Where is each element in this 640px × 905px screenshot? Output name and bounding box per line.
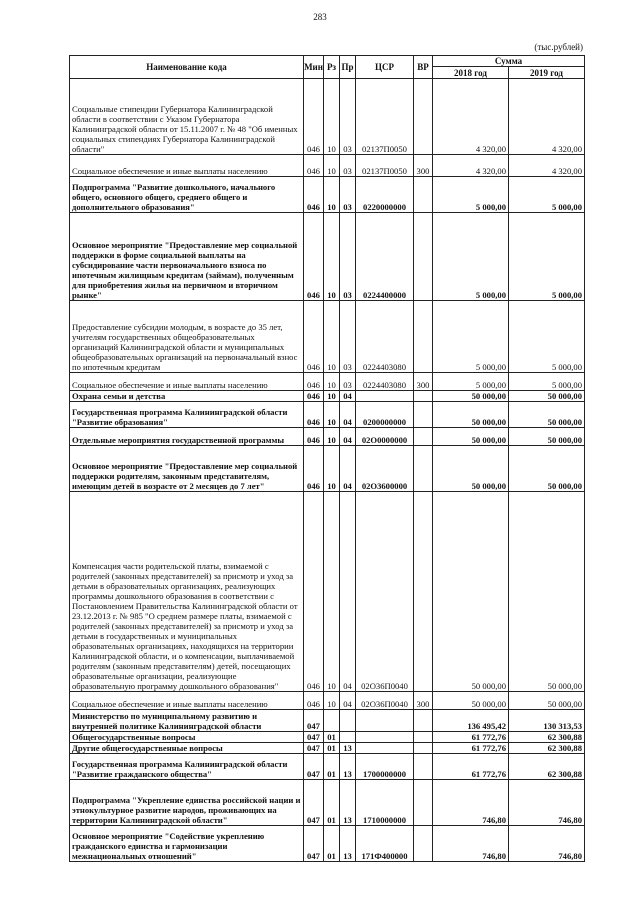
cell-vr xyxy=(414,732,433,743)
cell-2019: 130 313,53 xyxy=(509,710,585,732)
cell-csr: 02О36П0040 xyxy=(356,492,414,692)
cell-csr: 02О3600000 xyxy=(356,446,414,492)
budget-table xyxy=(69,55,585,862)
header-csr: ЦСР xyxy=(356,56,414,79)
cell-vr xyxy=(414,177,433,213)
cell-2018: 136 495,42 xyxy=(433,710,509,732)
header-2019: 2019 год xyxy=(509,67,585,79)
cell-2018: 5 000,00 xyxy=(433,373,509,391)
cell-name: Основное мероприятие "Предоставление мер социальной поддержки в форме социальной выплаты на субсидирование части первоначального взноса по ипотечным жилищным кредитам (займам), полученным для приобретения жилья на первичном и вторичном рынке" xyxy=(70,213,304,301)
cell-min: 047 xyxy=(304,826,324,862)
cell-name: Государственная программа Калининградской области "Развитие гражданского общества" xyxy=(70,754,304,780)
header-min: Мин xyxy=(304,56,324,79)
table-row xyxy=(70,732,585,743)
cell-csr: 02137П0050 xyxy=(356,79,414,155)
cell-min: 047 xyxy=(304,780,324,826)
cell-vr xyxy=(414,428,433,446)
table-row xyxy=(70,446,585,492)
cell-name: Другие общегосударственные вопросы xyxy=(70,743,304,754)
cell-2018: 61 772,76 xyxy=(433,743,509,754)
cell-2019: 62 300,88 xyxy=(509,743,585,754)
table-row xyxy=(70,402,585,428)
cell-csr xyxy=(356,732,414,743)
cell-min: 046 xyxy=(304,446,324,492)
cell-vr xyxy=(414,826,433,862)
cell-csr: 1700000000 xyxy=(356,754,414,780)
cell-2018: 4 320,00 xyxy=(433,79,509,155)
cell-rz xyxy=(324,710,340,732)
cell-min: 047 xyxy=(304,754,324,780)
cell-rz: 10 xyxy=(324,402,340,428)
cell-pr: 04 xyxy=(340,492,356,692)
cell-2019: 5 000,00 xyxy=(509,373,585,391)
cell-pr: 03 xyxy=(340,155,356,177)
cell-pr: 13 xyxy=(340,754,356,780)
cell-2019: 5 000,00 xyxy=(509,301,585,373)
cell-rz: 10 xyxy=(324,79,340,155)
cell-csr: 0224403080 xyxy=(356,301,414,373)
cell-2019: 50 000,00 xyxy=(509,402,585,428)
cell-vr: 300 xyxy=(414,373,433,391)
cell-pr: 03 xyxy=(340,301,356,373)
cell-2019: 5 000,00 xyxy=(509,177,585,213)
cell-csr: 171Ф400000 xyxy=(356,826,414,862)
cell-2018: 61 772,76 xyxy=(433,754,509,780)
cell-2019: 62 300,88 xyxy=(509,754,585,780)
cell-2019: 4 320,00 xyxy=(509,155,585,177)
cell-csr xyxy=(356,710,414,732)
cell-2018: 5 000,00 xyxy=(433,177,509,213)
cell-rz: 10 xyxy=(324,155,340,177)
cell-pr: 03 xyxy=(340,213,356,301)
cell-csr: 1710000000 xyxy=(356,780,414,826)
page-number: 283 xyxy=(313,12,327,22)
cell-vr: 300 xyxy=(414,155,433,177)
cell-min: 046 xyxy=(304,402,324,428)
cell-2019: 50 000,00 xyxy=(509,391,585,402)
cell-2019: 4 320,00 xyxy=(509,79,585,155)
cell-rz: 01 xyxy=(324,780,340,826)
cell-rz: 10 xyxy=(324,177,340,213)
cell-pr xyxy=(340,732,356,743)
cell-min: 046 xyxy=(304,492,324,692)
cell-csr xyxy=(356,391,414,402)
header-2018: 2018 год xyxy=(433,67,509,79)
cell-name: Общегосударственные вопросы xyxy=(70,732,304,743)
header-pr: Пр xyxy=(340,56,356,79)
cell-pr: 03 xyxy=(340,79,356,155)
cell-name: Основное мероприятие "Содействие укреплению гражданского единства и гармонизации межнациональных отношений" xyxy=(70,826,304,862)
cell-csr: 0220000000 xyxy=(356,177,414,213)
table-row xyxy=(70,213,585,301)
cell-pr: 03 xyxy=(340,177,356,213)
cell-pr: 04 xyxy=(340,692,356,710)
cell-name: Подпрограмма "Укрепление единства российской нации и этнокультурное развитие народов, проживающих на территории Калининградской области" xyxy=(70,780,304,826)
cell-rz: 10 xyxy=(324,213,340,301)
cell-2019: 746,80 xyxy=(509,780,585,826)
cell-rz: 01 xyxy=(324,754,340,780)
cell-min: 046 xyxy=(304,391,324,402)
cell-min: 046 xyxy=(304,301,324,373)
cell-2019: 746,80 xyxy=(509,826,585,862)
header-name: Наименование кода xyxy=(70,56,304,79)
cell-2018: 61 772,76 xyxy=(433,732,509,743)
cell-pr: 03 xyxy=(340,373,356,391)
cell-pr: 04 xyxy=(340,428,356,446)
cell-vr xyxy=(414,754,433,780)
cell-rz: 01 xyxy=(324,743,340,754)
cell-min: 046 xyxy=(304,177,324,213)
cell-rz: 10 xyxy=(324,373,340,391)
table-row xyxy=(70,373,585,391)
cell-pr: 04 xyxy=(340,391,356,402)
cell-csr: 02137П0050 xyxy=(356,155,414,177)
cell-pr: 04 xyxy=(340,402,356,428)
cell-name: Основное мероприятие "Предоставление мер социальной поддержки родителям, законным представителям, имеющим детей в возрасте от 2 месяцев до 7 лет" xyxy=(70,446,304,492)
cell-vr: 300 xyxy=(414,692,433,710)
cell-2018: 50 000,00 xyxy=(433,446,509,492)
units-label: (тыс.рублей) xyxy=(534,42,583,52)
cell-2019: 62 300,88 xyxy=(509,732,585,743)
cell-name: Социальное обеспечение и иные выплаты населению xyxy=(70,692,304,710)
cell-vr xyxy=(414,391,433,402)
table-row xyxy=(70,743,585,754)
table-row xyxy=(70,79,585,155)
cell-vr xyxy=(414,780,433,826)
cell-2018: 4 320,00 xyxy=(433,155,509,177)
cell-name: Социальные стипендии Губернатора Калининградской области в соответствии с Указом Губернатора Калининградской области от 15.11.2007 г. № 48 "Об именных социальных стипендиях Губернатора Калининградской области" xyxy=(70,79,304,155)
table-row xyxy=(70,754,585,780)
header-vr: ВР xyxy=(414,56,433,79)
cell-2019: 5 000,00 xyxy=(509,213,585,301)
cell-vr xyxy=(414,446,433,492)
cell-2018: 50 000,00 xyxy=(433,428,509,446)
cell-name: Предоставление субсидии молодым, в возрасте до 35 лет, учителям государственных общеобразовательных организаций Калининградской области и муниципальных общеобразовательных организаций на первоначальный взнос по ипотечным кредитам xyxy=(70,301,304,373)
table-row xyxy=(70,155,585,177)
cell-csr: 0200000000 xyxy=(356,402,414,428)
cell-name: Социальное обеспечение и иные выплаты населению xyxy=(70,155,304,177)
header-sum: Сумма xyxy=(433,56,585,67)
cell-min: 047 xyxy=(304,743,324,754)
cell-csr: 02О0000000 xyxy=(356,428,414,446)
table-body xyxy=(70,79,585,862)
cell-2019: 50 000,00 xyxy=(509,428,585,446)
cell-rz: 01 xyxy=(324,732,340,743)
cell-min: 047 xyxy=(304,732,324,743)
cell-min: 046 xyxy=(304,79,324,155)
cell-2018: 746,80 xyxy=(433,826,509,862)
cell-pr: 13 xyxy=(340,780,356,826)
table-row xyxy=(70,826,585,862)
cell-min: 046 xyxy=(304,428,324,446)
cell-pr: 04 xyxy=(340,446,356,492)
cell-2019: 50 000,00 xyxy=(509,692,585,710)
cell-2018: 5 000,00 xyxy=(433,301,509,373)
table-row xyxy=(70,780,585,826)
table-row xyxy=(70,492,585,692)
cell-rz: 01 xyxy=(324,826,340,862)
cell-2018: 50 000,00 xyxy=(433,391,509,402)
table-row xyxy=(70,428,585,446)
cell-csr xyxy=(356,743,414,754)
table-row xyxy=(70,391,585,402)
cell-name: Компенсация части родительской платы, взимаемой с родителей (законных представителей) за присмотр и уход за детьми в образовательных организациях, реализующих программы дошкольного образования в соответствии с Постановлением Правительства Калининградской области от 23.12.2013 г. № 985 "О среднем размере платы, взимаемой с родителей (законных представителей) за присмотр и уход за детьми в государственных и муниципальных образовательных организациях, находящихся на территории Калининградской области, и о компенсации, выплачиваемой родителям (законным представителям) детей, посещающих образовательные организации, реализующие образовательную программу дошкольного образования" xyxy=(70,492,304,692)
cell-2018: 5 000,00 xyxy=(433,213,509,301)
table-row xyxy=(70,301,585,373)
cell-name: Охрана семьи и детства xyxy=(70,391,304,402)
cell-vr xyxy=(414,79,433,155)
cell-2018: 50 000,00 xyxy=(433,492,509,692)
cell-2018: 50 000,00 xyxy=(433,692,509,710)
cell-pr: 13 xyxy=(340,826,356,862)
cell-pr xyxy=(340,710,356,732)
cell-rz: 10 xyxy=(324,428,340,446)
cell-vr xyxy=(414,492,433,692)
cell-name: Подпрограмма "Развитие дошкольного, начального общего, основного общего, среднего общего и дополнительного образования" xyxy=(70,177,304,213)
cell-2018: 50 000,00 xyxy=(433,402,509,428)
cell-name: Министерство по муниципальному развитию и внутренней политике Калининградской области xyxy=(70,710,304,732)
table-row xyxy=(70,692,585,710)
cell-rz: 10 xyxy=(324,391,340,402)
cell-min: 046 xyxy=(304,373,324,391)
cell-vr xyxy=(414,301,433,373)
cell-2018: 746,80 xyxy=(433,780,509,826)
cell-2019: 50 000,00 xyxy=(509,446,585,492)
cell-name: Социальное обеспечение и иные выплаты населению xyxy=(70,373,304,391)
table-row xyxy=(70,177,585,213)
cell-name: Государственная программа Калининградской области "Развитие образования" xyxy=(70,402,304,428)
cell-csr: 0224403080 xyxy=(356,373,414,391)
cell-vr xyxy=(414,213,433,301)
cell-min: 047 xyxy=(304,710,324,732)
cell-rz: 10 xyxy=(324,492,340,692)
cell-min: 046 xyxy=(304,692,324,710)
cell-rz: 10 xyxy=(324,301,340,373)
cell-2019: 50 000,00 xyxy=(509,492,585,692)
cell-vr xyxy=(414,743,433,754)
table-row xyxy=(70,710,585,732)
cell-vr xyxy=(414,710,433,732)
cell-rz: 10 xyxy=(324,446,340,492)
cell-name: Отдельные мероприятия государственной программы xyxy=(70,428,304,446)
header-rz: Рз xyxy=(324,56,340,79)
cell-csr: 0224400000 xyxy=(356,213,414,301)
cell-min: 046 xyxy=(304,155,324,177)
cell-vr xyxy=(414,402,433,428)
cell-min: 046 xyxy=(304,213,324,301)
cell-rz: 10 xyxy=(324,692,340,710)
cell-csr: 02О36П0040 xyxy=(356,692,414,710)
cell-pr: 13 xyxy=(340,743,356,754)
